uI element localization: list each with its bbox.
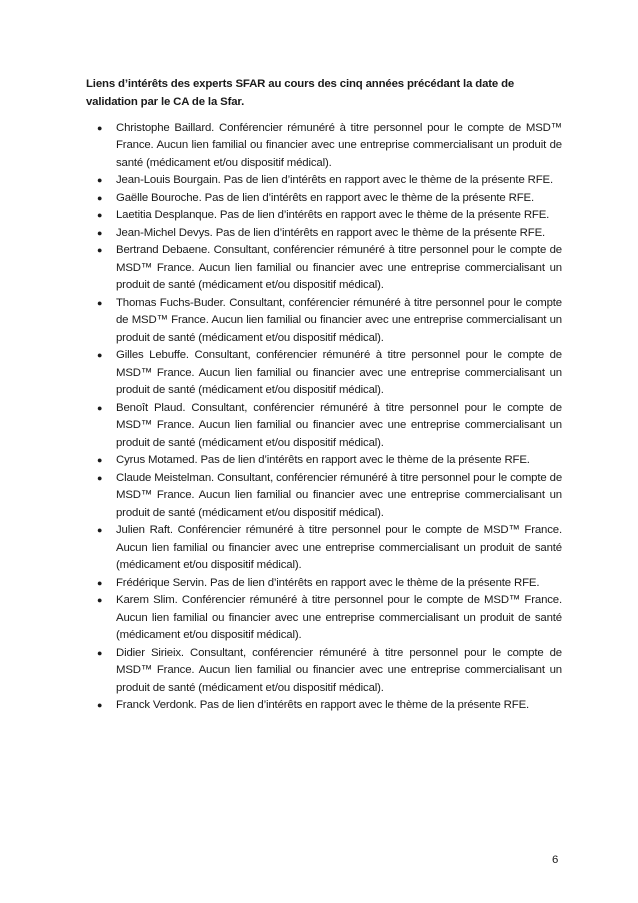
bullet-icon: ●	[97, 227, 103, 238]
conflict-of-interest-list	[96, 120, 562, 715]
list-item-text: Christophe Baillard. Conférencier rémunéré à titre personnel pour le compte de MSD™ France. Aucun lien familial ou financier avec une entreprise commercialisant un produit de santé (médicament et/ou dispositif médical).	[116, 121, 562, 169]
bullet-icon: ●	[97, 455, 103, 465]
list-item-text: Gaëlle Bouroche. Pas de lien d’intérêts en rapport avec le thème de la présente RFE.	[116, 191, 534, 204]
list-item-text: Franck Verdonk. Pas de lien d’intérêts en rapport avec le thème de la présente RFE.	[116, 699, 530, 711]
bullet-icon: ●	[97, 210, 103, 220]
list-item-text: Thomas Fuchs-Buder. Consultant, conférencier rémunéré à titre personnel pour le compte de MSD™ France. Aucun lien familial ou financier avec une entreprise commercialisant un produit de santé (médicament et/ou dispositif médical).	[116, 296, 562, 344]
list-item	[96, 347, 562, 400]
bullet-icon: ●	[97, 472, 103, 483]
list-item	[96, 575, 562, 593]
list-item-text: Bertrand Debaene. Consultant, conférencier rémunéré à titre personnel pour le compte de MSD™ France. Aucun lien familial ou financier avec une entreprise commercialisant un produit de santé (médicament et/ou dispositif médical).	[116, 244, 562, 291]
bullet-icon: ●	[97, 245, 103, 255]
section-heading: Liens d’intérêts des experts SFAR au cours des cinq années précédant la date de validation par le CA de la Sfar.	[86, 78, 515, 108]
bullet-icon: ●	[97, 595, 103, 605]
list-item-text: Julien Raft. Conférencier rémunéré à titre personnel pour le compte de MSD™ France. Aucun lien familial ou financier avec une entreprise commercialisant un produit de santé (médicament et/ou dispositif médical).	[116, 524, 562, 571]
bullet-icon: ●	[97, 577, 103, 588]
list-item	[96, 207, 562, 225]
list-item-text: Cyrus Motamed. Pas de lien d’intérêts en rapport avec le thème de la présente RFE.	[116, 454, 530, 466]
bullet-icon: ●	[97, 402, 103, 413]
list-item-text: Benoît Plaud. Consultant, conférencier rémunéré à titre personnel pour le compte de MSD™ France. Aucun lien familial ou financier avec une entreprise commercialisant un produit de santé (médicament et/ou dispositif médical).	[116, 401, 562, 449]
list-item-text: Karem Slim. Conférencier rémunéré à titre personnel pour le compte de MSD™ France. Aucun lien familial ou financier avec une entreprise commercialisant un produit de santé (médicament et/ou dispositif médical).	[116, 594, 562, 641]
list-item-text: Frédérique Servin. Pas de lien d’intérêts en rapport avec le thème de la présente RFE.	[116, 576, 540, 589]
list-item-text: Jean-Michel Devys. Pas de lien d’intérêts en rapport avec le thème de la présente RFE.	[116, 226, 546, 239]
bullet-icon: ●	[97, 122, 103, 133]
list-item-text: Claude Meistelman. Consultant, conférencier rémunéré à titre personnel pour le compte de MSD™ France. Aucun lien familial ou financier avec une entreprise commercialisant un produit de santé (médicament et/ou dispositif médical).	[116, 471, 562, 519]
list-item	[96, 225, 562, 243]
bullet-icon: ●	[97, 175, 103, 185]
bullet-icon: ●	[97, 297, 103, 308]
list-item	[96, 190, 562, 208]
list-item	[96, 172, 562, 190]
list-item-text: Didier Sirieix. Consultant, conférencier rémunéré à titre personnel pour le compte de MSD™ France. Aucun lien familial ou financier avec une entreprise commercialisant un produit de santé (médicament et/ou dispositif médical).	[116, 646, 562, 694]
list-item-text: Gilles Lebuffe. Consultant, conférencier rémunéré à titre personnel pour le compte de MSD™ France. Aucun lien familial ou financier avec une entreprise commercialisant un produit de santé (médicament et/ou dispositif médical).	[116, 349, 562, 396]
page-number: 6	[552, 854, 559, 866]
list-item	[96, 592, 562, 645]
list-item-text: Jean-Louis Bourgain. Pas de lien d’intérêts en rapport avec le thème de la présente RFE.	[116, 174, 553, 186]
bullet-icon: ●	[97, 700, 103, 710]
list-item	[96, 452, 562, 470]
list-item	[96, 470, 562, 523]
bullet-icon: ●	[97, 192, 103, 203]
list-item-text: Laetitia Desplanque. Pas de lien d’intérêts en rapport avec le thème de la présente RFE.	[116, 209, 550, 221]
list-item	[96, 697, 562, 715]
bullet-icon: ●	[97, 525, 103, 535]
list-item	[96, 295, 562, 348]
list-item	[96, 120, 562, 173]
list-item	[96, 522, 562, 575]
list-item	[96, 400, 562, 453]
list-item	[96, 242, 562, 295]
bullet-icon: ●	[97, 647, 103, 658]
bullet-icon: ●	[97, 350, 103, 360]
list-item	[96, 645, 562, 698]
